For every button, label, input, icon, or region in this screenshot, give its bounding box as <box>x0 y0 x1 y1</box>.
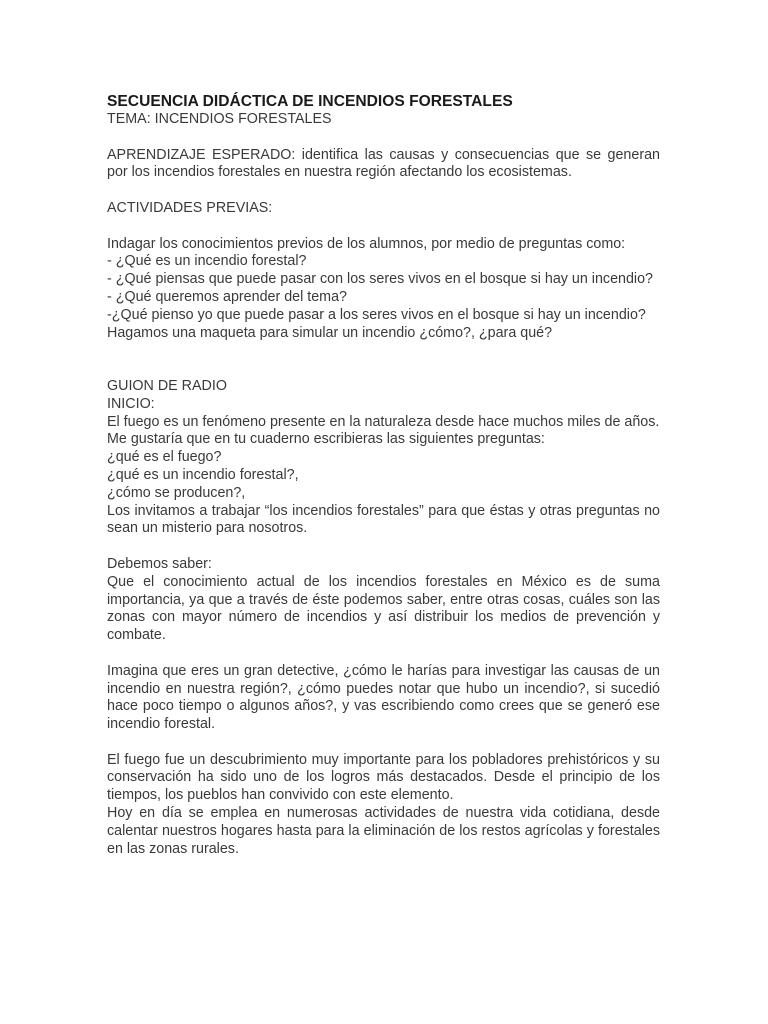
should-know-paragraph: Que el conocimiento actual de los incendios forestales en México es de suma importancia, ya que a través de éste podemos saber, entre otras cosas, cuáles son las zonas con mayor número de incendios y así distribuir los medios de prevención y combate. <box>107 573 660 644</box>
radio-heading: GUION DE RADIO <box>107 377 227 394</box>
spacer <box>107 734 660 752</box>
start-heading: INICIO: <box>107 395 155 412</box>
start-line: Me gustaría que en tu cuaderno escribieras las siguientes preguntas: <box>107 431 545 448</box>
spacer <box>107 218 660 236</box>
fire-discovery-paragraph: El fuego fue un descubrimiento muy importante para los pobladores prehistóricos y su conservación ha sido uno de los logros más destacados. Desde el principio de los tiempos, los pueblos han convivido con este elemento. <box>107 751 660 804</box>
prior-intro: Indagar los conocimientos previos de los alumnos, por medio de preguntas como: <box>107 235 626 252</box>
should-know-heading: Debemos saber: <box>107 555 212 572</box>
spacer <box>107 538 660 556</box>
prior-question: Hagamos una maqueta para simular un incendio ¿cómo?, ¿para qué? <box>107 324 553 341</box>
prior-question: - ¿Qué piensas que puede pasar con los seres vivos en el bosque si hay un incendio? <box>107 271 654 288</box>
fire-today-paragraph: Hoy en día se emplea en numerosas actividades de nuestra vida cotidiana, desde calentar nuestros hogares hasta para la eliminación de los restos agrícolas y forestales en las zonas rurales. <box>107 805 660 857</box>
prior-activities-heading: ACTIVIDADES PREVIAS: <box>107 199 273 216</box>
spacer <box>107 342 660 378</box>
start-line: Los invitamos a trabajar “los incendios forestales” para que éstas y otras preguntas no sean un misterio para nosotros. <box>107 502 660 537</box>
document-title: SECUENCIA DIDÁCTICA DE INCENDIOS FORESTALES <box>107 93 513 110</box>
detective-paragraph: Imagina que eres un gran detective, ¿cómo le harías para investigar las causas de un incendio en nuestra región?, ¿cómo puedes notar que hubo un incendio?, si sucedió hace poco tiempo o algunos años?, y vas escribiendo como crees que se generó ese incendio forestal. <box>107 662 660 733</box>
spacer <box>107 645 660 663</box>
expected-learning: APRENDIZAJE ESPERADO: identifica las causas y consecuencias que se generan por los incendios forestales en nuestra región afectando los ecosistemas. <box>107 146 660 181</box>
start-line: ¿cómo se producen?, <box>107 484 246 501</box>
prior-question: - ¿Qué queremos aprender del tema? <box>107 288 347 305</box>
spacer <box>107 129 660 147</box>
start-line: ¿qué es un incendio forestal?, <box>107 466 299 483</box>
prior-question: -¿Qué pienso yo que puede pasar a los seres vivos en el bosque si hay un incendio? <box>107 306 646 323</box>
spacer <box>107 182 660 200</box>
start-line: El fuego es un fenómeno presente en la naturaleza desde hace muchos miles de años. <box>107 413 660 430</box>
start-line: ¿qué es el fuego? <box>107 449 222 466</box>
document-page <box>107 93 660 858</box>
prior-question: - ¿Qué es un incendio forestal? <box>107 253 307 270</box>
document-topic: TEMA: INCENDIOS FORESTALES <box>107 111 332 127</box>
